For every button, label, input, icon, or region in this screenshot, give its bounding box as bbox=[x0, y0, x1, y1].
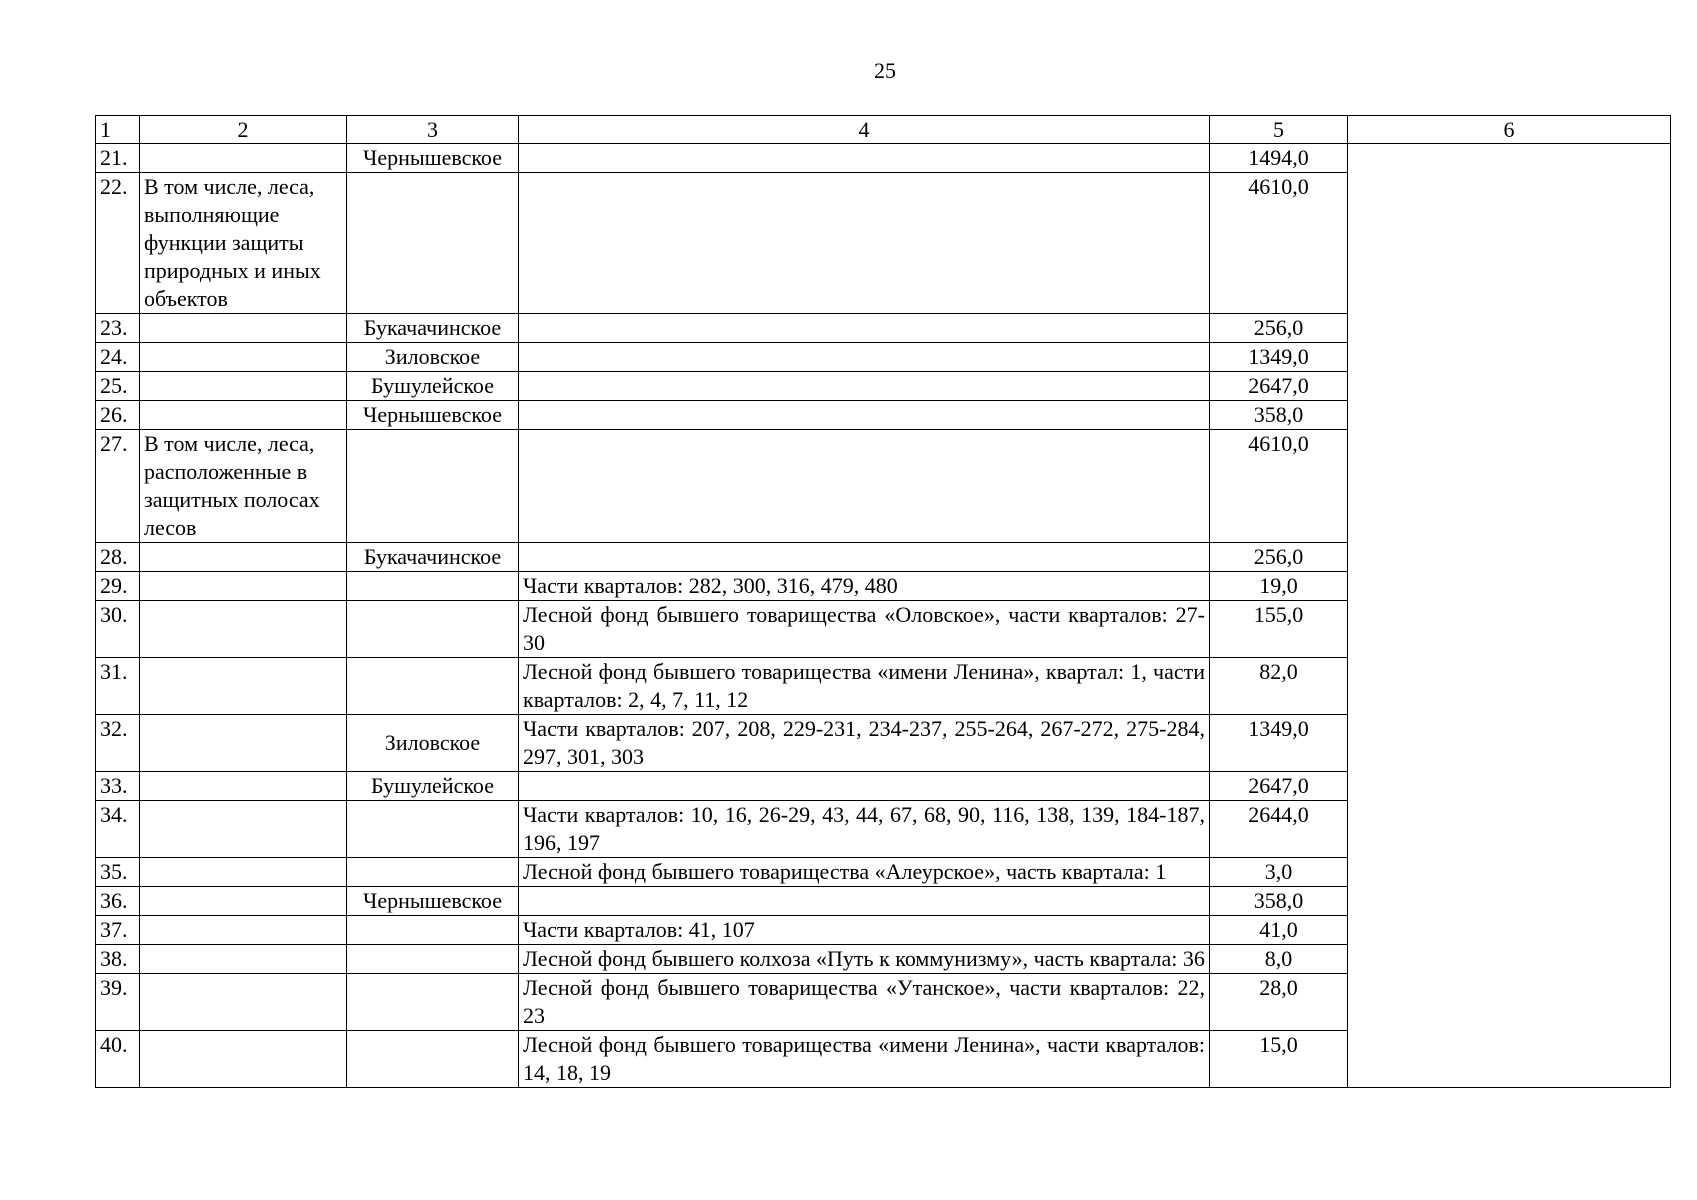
page-number: 25 bbox=[874, 58, 896, 83]
area-cell: 2644,0 bbox=[1210, 801, 1348, 858]
area-cell: 8,0 bbox=[1210, 945, 1348, 974]
row-number-cell: 30. bbox=[96, 601, 140, 658]
category-cell bbox=[140, 343, 347, 372]
row-number-cell: 24. bbox=[96, 343, 140, 372]
area-cell: 1349,0 bbox=[1210, 343, 1348, 372]
row-number-cell: 22. bbox=[96, 173, 140, 314]
area-cell: 256,0 bbox=[1210, 543, 1348, 572]
area-cell: 3,0 bbox=[1210, 858, 1348, 887]
forestry-cell: Зиловское bbox=[347, 715, 519, 772]
header-cell: 5 bbox=[1210, 116, 1348, 144]
forestry-cell bbox=[347, 1031, 519, 1088]
forestry-cell bbox=[347, 916, 519, 945]
forestry-cell: Бушулейское bbox=[347, 372, 519, 401]
category-cell bbox=[140, 372, 347, 401]
forestry-cell: Букачачинское bbox=[347, 543, 519, 572]
table-row bbox=[96, 144, 1671, 173]
row-number-cell: 40. bbox=[96, 1031, 140, 1088]
row-number-cell: 23. bbox=[96, 314, 140, 343]
quarters-cell: Лесной фонд бывшего колхоза «Путь к коммунизму», часть квартала: 36 bbox=[519, 945, 1210, 974]
row-number-cell: 26. bbox=[96, 401, 140, 430]
area-cell: 4610,0 bbox=[1210, 173, 1348, 314]
quarters-cell bbox=[519, 430, 1210, 543]
row-number-cell: 35. bbox=[96, 858, 140, 887]
category-cell bbox=[140, 974, 347, 1031]
quarters-cell: Части кварталов: 282, 300, 316, 479, 480 bbox=[519, 572, 1210, 601]
area-cell: 4610,0 bbox=[1210, 430, 1348, 543]
forest-table bbox=[95, 115, 1671, 1088]
category-cell bbox=[140, 772, 347, 801]
forestry-cell bbox=[347, 572, 519, 601]
quarters-cell: Части кварталов: 207, 208, 229-231, 234-237, 255-264, 267-272, 275-284, 297, 301, 303 bbox=[519, 715, 1210, 772]
header-cell: 1 bbox=[96, 116, 140, 144]
category-cell bbox=[140, 1031, 347, 1088]
forestry-cell bbox=[347, 601, 519, 658]
row-number-cell: 25. bbox=[96, 372, 140, 401]
quarters-cell: Лесной фонд бывшего товарищества «Оловское», части кварталов: 27-30 bbox=[519, 601, 1210, 658]
area-cell: 15,0 bbox=[1210, 1031, 1348, 1088]
row-number-cell: 34. bbox=[96, 801, 140, 858]
area-cell: 155,0 bbox=[1210, 601, 1348, 658]
category-cell: В том числе, леса, расположенные в защитных полосах лесов bbox=[140, 430, 347, 543]
forestry-cell: Букачачинское bbox=[347, 314, 519, 343]
row-number-cell: 28. bbox=[96, 543, 140, 572]
header-cell: 2 bbox=[140, 116, 347, 144]
row-number-cell: 29. bbox=[96, 572, 140, 601]
forestry-cell bbox=[347, 430, 519, 543]
forestry-cell bbox=[347, 801, 519, 858]
quarters-cell bbox=[519, 343, 1210, 372]
quarters-cell bbox=[519, 543, 1210, 572]
forestry-cell: Чернышевское bbox=[347, 887, 519, 916]
row-number-cell: 27. bbox=[96, 430, 140, 543]
forestry-cell bbox=[347, 173, 519, 314]
forestry-cell: Зиловское bbox=[347, 343, 519, 372]
header-cell: 3 bbox=[347, 116, 519, 144]
quarters-cell bbox=[519, 144, 1210, 173]
area-cell: 2647,0 bbox=[1210, 372, 1348, 401]
quarters-cell: Части кварталов: 10, 16, 26-29, 43, 44, 67, 68, 90, 116, 138, 139, 184-187, 196, 197 bbox=[519, 801, 1210, 858]
area-cell: 28,0 bbox=[1210, 974, 1348, 1031]
quarters-cell: Части кварталов: 41, 107 bbox=[519, 916, 1210, 945]
area-cell: 41,0 bbox=[1210, 916, 1348, 945]
area-cell: 1349,0 bbox=[1210, 715, 1348, 772]
header-cell: 4 bbox=[519, 116, 1210, 144]
row-number-cell: 38. bbox=[96, 945, 140, 974]
area-cell: 256,0 bbox=[1210, 314, 1348, 343]
quarters-cell bbox=[519, 314, 1210, 343]
category-cell bbox=[140, 715, 347, 772]
category-cell bbox=[140, 858, 347, 887]
quarters-cell bbox=[519, 772, 1210, 801]
area-cell: 82,0 bbox=[1210, 658, 1348, 715]
category-cell bbox=[140, 572, 347, 601]
quarters-cell bbox=[519, 401, 1210, 430]
quarters-cell bbox=[519, 173, 1210, 314]
forestry-cell bbox=[347, 974, 519, 1031]
row-number-cell: 36. bbox=[96, 887, 140, 916]
category-cell: В том числе, леса, выполняющие функции защиты природных и иных объектов bbox=[140, 173, 347, 314]
forestry-cell bbox=[347, 858, 519, 887]
row-number-cell: 37. bbox=[96, 916, 140, 945]
area-cell: 19,0 bbox=[1210, 572, 1348, 601]
category-cell bbox=[140, 144, 347, 173]
area-cell: 1494,0 bbox=[1210, 144, 1348, 173]
quarters-cell: Лесной фонд бывшего товарищества «Утанское», части кварталов: 22, 23 bbox=[519, 974, 1210, 1031]
area-cell: 2647,0 bbox=[1210, 772, 1348, 801]
quarters-cell bbox=[519, 372, 1210, 401]
notes-cell bbox=[1348, 144, 1671, 1088]
header-row bbox=[96, 116, 1671, 144]
forestry-cell: Бушулейское bbox=[347, 772, 519, 801]
category-cell bbox=[140, 314, 347, 343]
quarters-cell: Лесной фонд бывшего товарищества «Алеурское», часть квартала: 1 bbox=[519, 858, 1210, 887]
category-cell bbox=[140, 401, 347, 430]
quarters-cell: Лесной фонд бывшего товарищества «имени Ленина», квартал: 1, части кварталов: 2, 4, 7, 11, 12 bbox=[519, 658, 1210, 715]
category-cell bbox=[140, 658, 347, 715]
category-cell bbox=[140, 543, 347, 572]
row-number-cell: 32. bbox=[96, 715, 140, 772]
category-cell bbox=[140, 916, 347, 945]
forestry-cell bbox=[347, 658, 519, 715]
row-number-cell: 31. bbox=[96, 658, 140, 715]
row-number-cell: 33. bbox=[96, 772, 140, 801]
row-number-cell: 39. bbox=[96, 974, 140, 1031]
row-number-cell: 21. bbox=[96, 144, 140, 173]
quarters-cell bbox=[519, 887, 1210, 916]
area-cell: 358,0 bbox=[1210, 887, 1348, 916]
forestry-cell bbox=[347, 945, 519, 974]
area-cell: 358,0 bbox=[1210, 401, 1348, 430]
header-cell: 6 bbox=[1348, 116, 1671, 144]
category-cell bbox=[140, 601, 347, 658]
quarters-cell: Лесной фонд бывшего товарищества «имени Ленина», части кварталов: 14, 18, 19 bbox=[519, 1031, 1210, 1088]
forestry-cell: Чернышевское bbox=[347, 144, 519, 173]
forestry-cell: Чернышевское bbox=[347, 401, 519, 430]
category-cell bbox=[140, 887, 347, 916]
category-cell bbox=[140, 801, 347, 858]
category-cell bbox=[140, 945, 347, 974]
